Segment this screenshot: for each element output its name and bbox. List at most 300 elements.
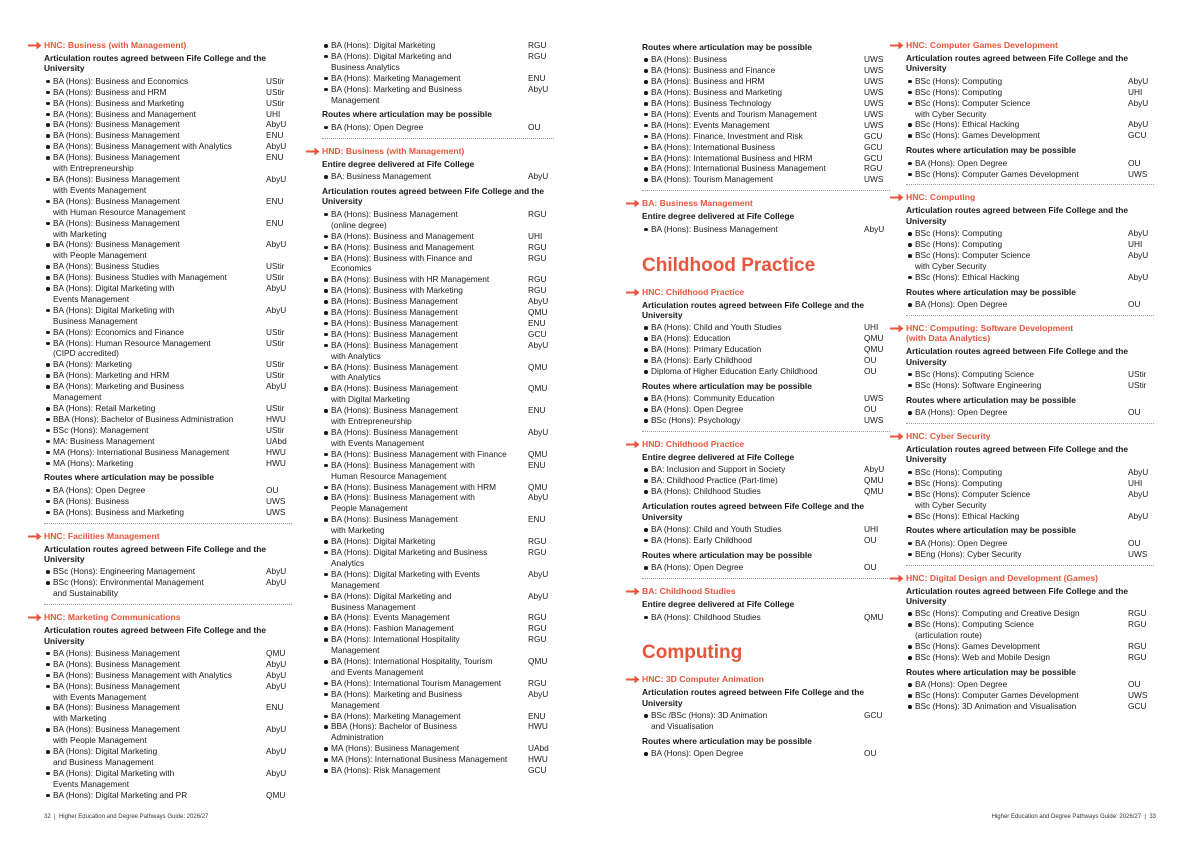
list-item bbox=[642, 322, 890, 333]
list-item bbox=[906, 87, 1154, 98]
section-heading-text: HNC: 3D Computer Animation bbox=[642, 674, 764, 685]
degree-name: BA (Hons): International Tourism Management bbox=[331, 677, 502, 688]
degree-name: BSc (Hons): Computer Science with Cyber Security bbox=[915, 488, 1031, 510]
degree-name: BA (Hons): Marketing and Business Management bbox=[331, 688, 462, 710]
degree-name: BA (Hons): Business Management with Events Management bbox=[331, 427, 458, 448]
degree-name: BSc (Hons): Games Development bbox=[915, 130, 1040, 141]
list-item bbox=[322, 460, 554, 482]
degree-name: BA (Hons): Business Management (online degree) bbox=[331, 208, 458, 230]
right-page bbox=[600, 0, 1200, 849]
university-code: ENU bbox=[266, 217, 284, 228]
list-item bbox=[44, 109, 292, 120]
list-item bbox=[642, 535, 890, 546]
university-code: AbyU bbox=[266, 283, 287, 294]
university-code: RGU bbox=[528, 677, 547, 688]
university-code: AbyU bbox=[1128, 228, 1149, 239]
route-subheading: Articulation routes agreed between Fife College and the University bbox=[44, 543, 266, 564]
list-item bbox=[44, 702, 292, 724]
university-code: UHI bbox=[1128, 239, 1143, 250]
degree-list bbox=[322, 122, 554, 139]
section-heading-text: HNC: Computer Games Development bbox=[906, 40, 1058, 50]
list-item bbox=[906, 489, 1154, 511]
degree-list bbox=[642, 322, 890, 377]
section-heading bbox=[906, 431, 1154, 441]
university-code: AbyU bbox=[1128, 488, 1149, 499]
section-heading-text: BA: Childhood Studies bbox=[642, 586, 736, 597]
degree-name: BA (Hons): Business Management with People Management bbox=[53, 724, 180, 746]
degree-name: BA (Hons): Business Management bbox=[331, 317, 458, 328]
footer-separator-left: | bbox=[54, 814, 56, 820]
section-heading bbox=[906, 192, 1154, 202]
degree-list bbox=[642, 54, 890, 191]
section-heading bbox=[44, 531, 292, 541]
list-item bbox=[322, 40, 554, 51]
university-code: AbyU bbox=[528, 83, 549, 94]
university-code: UStir bbox=[266, 326, 285, 337]
degree-name: BSc (Hons): Ethical Hacking bbox=[915, 271, 1020, 282]
university-code: GCU bbox=[864, 141, 883, 152]
university-code: AbyU bbox=[528, 296, 549, 307]
degree-list bbox=[322, 40, 554, 105]
university-code: OU bbox=[1128, 679, 1141, 690]
degree-name: BSc (Hons): Web and Mobile Design bbox=[915, 652, 1050, 663]
list-item bbox=[906, 119, 1154, 130]
degree-list bbox=[44, 648, 292, 801]
list-item bbox=[906, 690, 1154, 701]
subject-title: Childhood Practice bbox=[642, 254, 816, 276]
degree-name: BA (Hons): International Hospitality, Tourism and Events Management bbox=[331, 656, 493, 677]
university-code: GCU bbox=[528, 765, 547, 776]
degree-list bbox=[44, 566, 292, 605]
degree-name: BEng (Hons): Cyber Security bbox=[915, 548, 1022, 559]
list-item bbox=[642, 612, 890, 623]
list-item bbox=[906, 272, 1154, 283]
route-subheading: Articulation routes agreed between Fife College and the University bbox=[906, 444, 1128, 465]
arrow-right-icon bbox=[890, 573, 906, 583]
degree-name: BA (Hons): Digital Marketing and PR bbox=[53, 789, 188, 800]
degree-name: BA (Hons): Events and Tourism Management bbox=[651, 108, 817, 119]
degree-name: BA (Hons): Childhood Studies bbox=[651, 486, 761, 497]
degree-name: BA (Hons): Business and Finance bbox=[651, 65, 776, 76]
university-code: GCU bbox=[864, 710, 883, 721]
list-item bbox=[44, 403, 292, 414]
degree-name: BA (Hons): Digital Marketing with Business Management bbox=[53, 304, 175, 326]
subject-title: Computing bbox=[642, 642, 743, 664]
list-item bbox=[642, 65, 890, 76]
route-subheading: Routes where articulation may be possible bbox=[906, 286, 1076, 297]
degree-name: BA (Hons): Digital Marketing with Events Management bbox=[53, 283, 175, 304]
degree-name: BA (Hons): Marketing Management bbox=[331, 72, 461, 83]
list-item bbox=[44, 485, 292, 496]
list-item bbox=[642, 54, 890, 65]
list-item bbox=[642, 404, 890, 415]
route-subheading: Routes where articulation may be possible bbox=[642, 42, 812, 52]
university-code: AbyU bbox=[266, 724, 287, 735]
degree-name: BA (Hons): Business Management with People Management bbox=[331, 492, 475, 514]
university-code: QMU bbox=[528, 383, 548, 394]
list-item bbox=[44, 338, 292, 360]
university-code: UStir bbox=[1128, 368, 1147, 379]
route-subheading: Routes where articulation may be possible bbox=[322, 109, 492, 120]
route-subheading: Routes where articulation may be possible bbox=[642, 549, 812, 560]
column-1 bbox=[44, 40, 292, 805]
list-item bbox=[322, 340, 554, 362]
list-item bbox=[906, 369, 1154, 380]
footer-left bbox=[44, 814, 208, 820]
university-code: HWU bbox=[266, 413, 286, 424]
degree-list bbox=[906, 608, 1154, 663]
list-item bbox=[322, 73, 554, 84]
list-item bbox=[322, 307, 554, 318]
university-code: ENU bbox=[528, 405, 546, 416]
list-item bbox=[44, 724, 292, 746]
degree-name: BA: Inclusion and Support in Society bbox=[651, 464, 786, 475]
university-code: UWS bbox=[864, 87, 884, 98]
list-item bbox=[322, 242, 554, 253]
degree-list bbox=[906, 679, 1154, 712]
university-code: AbyU bbox=[1128, 271, 1149, 282]
arrow-right-icon bbox=[28, 531, 44, 541]
degree-name: BA (Hons): Open Degree bbox=[651, 562, 744, 573]
list-item bbox=[642, 120, 890, 131]
list-item bbox=[642, 415, 890, 426]
degree-name: BA (Hons): Business Management with Human Resource Management bbox=[53, 195, 186, 217]
university-code: OU bbox=[1128, 537, 1141, 548]
degree-name: BA (Hons): Business Management with Finance bbox=[331, 448, 507, 459]
section-heading bbox=[44, 40, 292, 50]
list-item bbox=[642, 393, 890, 404]
degree-name: BA (Hons): Business Management bbox=[53, 130, 180, 141]
list-item bbox=[322, 482, 554, 493]
list-item bbox=[44, 447, 292, 458]
section-heading-text: HNC: Computing bbox=[906, 192, 976, 203]
degree-list bbox=[906, 299, 1154, 316]
list-item bbox=[642, 142, 890, 153]
university-code: ENU bbox=[528, 459, 546, 470]
list-item bbox=[322, 547, 554, 569]
degree-list bbox=[44, 76, 292, 469]
degree-name: MA (Hons): International Business Management bbox=[53, 446, 230, 457]
university-code: RGU bbox=[1128, 641, 1147, 652]
university-code: GCU bbox=[1128, 701, 1147, 712]
university-code: ENU bbox=[528, 514, 546, 525]
university-code: OU bbox=[864, 404, 877, 415]
university-code: UHI bbox=[1128, 86, 1143, 97]
university-code: AbyU bbox=[1128, 75, 1149, 86]
list-item bbox=[906, 169, 1154, 180]
degree-name: BSc (Hons): Computing and Creative Design bbox=[915, 608, 1080, 619]
degree-name: BSc (Hons): Computing bbox=[915, 75, 1003, 86]
university-code: UStir bbox=[1128, 379, 1147, 390]
route-subheading: Routes where articulation may be possible bbox=[906, 145, 1076, 156]
list-item bbox=[322, 209, 554, 231]
degree-name: BA (Hons): Business and Marketing bbox=[651, 87, 782, 98]
column-4 bbox=[906, 40, 1154, 716]
university-code: RGU bbox=[528, 536, 547, 547]
university-code: ENU bbox=[266, 152, 284, 163]
degree-name: BA (Hons): Fashion Management bbox=[331, 623, 454, 634]
degree-list bbox=[642, 464, 890, 497]
route-subheading: Articulation routes agreed between Fife College and the University bbox=[642, 501, 864, 522]
university-code: UStir bbox=[266, 403, 285, 413]
list-item bbox=[322, 318, 554, 329]
list-item bbox=[906, 467, 1154, 478]
degree-name: BSc (Hons): Computing bbox=[915, 86, 1003, 97]
list-item bbox=[906, 228, 1154, 239]
degree-name: BA (Hons): Business bbox=[53, 495, 130, 506]
degree-name: BSc (Hons): Computing Science bbox=[915, 368, 1034, 379]
footer-right bbox=[992, 814, 1156, 820]
degree-list bbox=[322, 209, 554, 776]
arrow-right-icon bbox=[626, 287, 642, 297]
university-code: AbyU bbox=[266, 119, 287, 130]
university-code: UStir bbox=[266, 86, 285, 97]
degree-name: BA (Hons): Business and Economics bbox=[53, 75, 189, 86]
route-subheading: Routes where articulation may be possible bbox=[44, 472, 214, 483]
university-code: AbyU bbox=[266, 746, 287, 757]
list-item bbox=[906, 511, 1154, 522]
university-code: RGU bbox=[1128, 608, 1147, 619]
list-item bbox=[642, 344, 890, 355]
arrow-right-icon bbox=[626, 439, 642, 449]
university-code: AbyU bbox=[1128, 466, 1149, 477]
list-item bbox=[322, 689, 554, 711]
university-code: ENU bbox=[266, 130, 284, 141]
degree-name: BA (Hons): Business Studies bbox=[53, 261, 160, 272]
degree-name: BA (Hons): Business Management bbox=[53, 119, 180, 130]
university-code: AbyU bbox=[528, 492, 549, 503]
list-item bbox=[44, 76, 292, 87]
footer-title-right: Higher Education and Degree Pathways Guide: 2026/27 bbox=[991, 814, 1142, 820]
list-item bbox=[44, 119, 292, 130]
degree-name: BA (Hons): Open Degree bbox=[915, 157, 1008, 168]
degree-name: BA (Hons): Business Studies with Management bbox=[53, 272, 227, 283]
degree-name: BA (Hons): Open Degree bbox=[915, 679, 1008, 690]
list-item bbox=[322, 449, 554, 460]
university-code: OU bbox=[864, 562, 877, 573]
route-subheading: Articulation routes agreed between Fife College and the University bbox=[906, 346, 1128, 367]
degree-name: BA (Hons): Marketing and Business Management bbox=[331, 83, 462, 105]
degree-name: BA (Hons): Open Degree bbox=[651, 748, 744, 759]
page-number-left: 32 bbox=[44, 814, 51, 820]
list-item bbox=[906, 380, 1154, 391]
university-code: UStir bbox=[266, 370, 285, 381]
university-code: UWS bbox=[1128, 548, 1148, 559]
degree-list bbox=[642, 612, 890, 623]
list-item bbox=[906, 407, 1154, 418]
list-item bbox=[642, 153, 890, 164]
degree-list bbox=[642, 393, 890, 432]
university-code: UWS bbox=[864, 65, 884, 76]
list-item bbox=[642, 464, 890, 475]
degree-name: BA (Hons): Open Degree bbox=[915, 537, 1008, 548]
university-code: UStir bbox=[266, 261, 285, 272]
list-item bbox=[322, 754, 554, 765]
degree-name: MA: Business Management bbox=[53, 435, 155, 446]
degree-name: BA (Hons): Business bbox=[651, 54, 728, 65]
degree-name: BA (Hons): Business Management with Events Management bbox=[53, 173, 180, 195]
degree-name: BA (Hons): Business Management with Entrepreneurship bbox=[331, 405, 458, 427]
route-subheading: Entire degree delivered at Fife College bbox=[642, 211, 795, 222]
university-code: UWS bbox=[1128, 168, 1148, 179]
list-item bbox=[322, 84, 554, 106]
university-code: QMU bbox=[864, 475, 884, 486]
route-subheading: Entire degree delivered at Fife College bbox=[642, 452, 795, 463]
degree-list bbox=[906, 228, 1154, 283]
list-item bbox=[44, 98, 292, 109]
university-code: GCU bbox=[528, 328, 547, 339]
list-item bbox=[44, 425, 292, 436]
degree-name: BSc (Hons): Engineering Management bbox=[53, 566, 196, 577]
list-item bbox=[642, 163, 890, 174]
university-code: QMU bbox=[528, 481, 548, 492]
degree-name: BA (Hons): Digital Marketing and Business Analytics bbox=[331, 546, 488, 568]
list-item bbox=[44, 174, 292, 196]
degree-name: BA (Hons): Digital Marketing and Business Management bbox=[53, 746, 158, 767]
section-heading-text: HNC: Facilities Management bbox=[44, 530, 160, 541]
university-code: OU bbox=[1128, 299, 1141, 310]
page-number-right: 33 bbox=[1149, 814, 1156, 820]
route-subheading: Articulation routes agreed between Fife College and the University bbox=[906, 53, 1128, 74]
university-code: UHI bbox=[864, 524, 879, 534]
route-subheading: Entire degree delivered at Fife College bbox=[322, 158, 475, 169]
university-code: AbyU bbox=[528, 171, 549, 182]
list-item bbox=[322, 656, 554, 678]
university-code: UWS bbox=[864, 393, 884, 404]
degree-name: BA (Hons): Childhood Studies bbox=[651, 611, 761, 622]
degree-name: BA (Hons): Open Degree bbox=[915, 407, 1008, 418]
university-code: AbyU bbox=[266, 767, 287, 778]
university-code: GCU bbox=[864, 152, 883, 163]
degree-name: BA (Hons): Business and Management bbox=[53, 108, 196, 119]
list-item bbox=[44, 305, 292, 327]
university-code: AbyU bbox=[528, 568, 549, 579]
list-item bbox=[906, 76, 1154, 87]
degree-name: BSc (Hons): Computer Science with Cyber Security bbox=[915, 250, 1031, 271]
university-code: AbyU bbox=[1128, 510, 1149, 521]
degree-name: BA (Hons): Business Technology bbox=[651, 98, 772, 109]
university-code: UStir bbox=[266, 97, 285, 108]
route-subheading: Articulation routes agreed between Fife College and the University bbox=[906, 585, 1128, 607]
arrow-right-icon bbox=[890, 431, 906, 441]
list-item bbox=[906, 239, 1154, 250]
university-code: AbyU bbox=[266, 239, 287, 250]
list-item bbox=[322, 427, 554, 449]
section-heading bbox=[906, 573, 1154, 583]
list-item bbox=[322, 285, 554, 296]
university-code: AbyU bbox=[1128, 250, 1149, 261]
list-item bbox=[322, 514, 554, 536]
degree-name: BSc (Hons): Computer Games Development bbox=[915, 690, 1079, 701]
university-code: AbyU bbox=[266, 669, 287, 680]
list-item bbox=[642, 224, 890, 235]
degree-name: BSc (Hons): Ethical Hacking bbox=[915, 119, 1020, 130]
arrow-right-icon bbox=[626, 198, 642, 208]
list-item bbox=[642, 76, 890, 87]
route-subheading: Routes where articulation may be possible bbox=[906, 525, 1076, 536]
list-item bbox=[44, 381, 292, 403]
university-code: UHI bbox=[1128, 477, 1143, 488]
degree-name: BA (Hons): Business with Finance and Economics bbox=[331, 252, 473, 274]
list-item bbox=[906, 130, 1154, 141]
list-item bbox=[322, 51, 554, 73]
route-subheading: Articulation routes agreed between Fife College and the University bbox=[642, 687, 864, 708]
degree-name: BSc (Hons): Psychology bbox=[651, 415, 741, 426]
list-item bbox=[322, 405, 554, 427]
university-code: AbyU bbox=[266, 658, 287, 669]
list-item bbox=[642, 524, 890, 535]
university-code: RGU bbox=[528, 285, 547, 296]
degree-name: BA (Hons): Events Management bbox=[651, 119, 770, 130]
university-code: AbyU bbox=[528, 688, 549, 699]
route-subheading: Articulation routes agreed between Fife College and the University bbox=[642, 299, 864, 320]
degree-name: BSc (Hons): Computing bbox=[915, 228, 1003, 239]
degree-name: BA (Hons): Business and Management bbox=[331, 241, 474, 252]
university-code: RGU bbox=[528, 50, 547, 61]
degree-list bbox=[642, 748, 890, 759]
degree-name: BA (Hons): Marketing and Business Management bbox=[53, 381, 184, 403]
degree-name: BA (Hons): Business Management bbox=[331, 307, 458, 318]
section-heading-text: HNC: Business (with Management) bbox=[44, 40, 187, 50]
list-item bbox=[642, 174, 890, 185]
degree-name: BA (Hons): Business Management with Entrepreneurship bbox=[53, 152, 180, 174]
degree-name: BSc (Hons): Computer Science with Cyber Security bbox=[915, 97, 1031, 119]
degree-list bbox=[44, 485, 292, 524]
university-code: OU bbox=[864, 534, 877, 545]
degree-name: BA (Hons): Business Management with HRM bbox=[331, 481, 497, 492]
list-item bbox=[906, 158, 1154, 169]
list-item bbox=[322, 362, 554, 384]
degree-name: BA (Hons): Business Management bbox=[651, 223, 778, 234]
column-3 bbox=[642, 40, 890, 763]
list-item bbox=[642, 355, 890, 366]
university-code: UStir bbox=[266, 424, 285, 435]
list-item bbox=[322, 122, 554, 133]
list-item bbox=[44, 746, 292, 768]
list-item bbox=[44, 436, 292, 447]
degree-name: BA (Hons): Business and Management bbox=[331, 230, 474, 241]
university-code: RGU bbox=[1128, 652, 1147, 663]
list-item bbox=[322, 721, 554, 743]
degree-name: BA (Hons): Risk Management bbox=[331, 765, 441, 776]
degree-name: BA (Hons): International Business bbox=[651, 141, 776, 152]
route-subheading: Entire degree delivered at Fife College bbox=[642, 599, 795, 610]
university-code: AbyU bbox=[266, 577, 287, 588]
university-code: ENU bbox=[266, 702, 284, 713]
route-subheading: Routes where articulation may be possible bbox=[906, 394, 1076, 405]
university-code: HWU bbox=[528, 754, 548, 765]
degree-name: BA (Hons): International Hospitality Management bbox=[331, 634, 460, 656]
degree-name: BA (Hons): Business with Marketing bbox=[331, 285, 463, 296]
university-code: HWU bbox=[266, 457, 286, 468]
university-code: AbyU bbox=[864, 464, 885, 475]
section-heading-text: HNC: Digital Design and Development (Games) bbox=[906, 572, 1098, 583]
university-code: RGU bbox=[528, 546, 547, 557]
degree-name: BA: Childhood Practice (Part-time) bbox=[651, 475, 778, 486]
degree-name: BSc (Hons): 3D Animation and Visualisation bbox=[915, 701, 1077, 712]
section-heading bbox=[642, 674, 890, 684]
university-code: UStir bbox=[266, 75, 285, 86]
degree-name: BA (Hons): Child and Youth Studies bbox=[651, 524, 782, 534]
university-code: RGU bbox=[528, 252, 547, 263]
list-item bbox=[322, 591, 554, 613]
university-code: RGU bbox=[1128, 619, 1147, 630]
university-code: UWS bbox=[864, 174, 884, 185]
list-item bbox=[44, 790, 292, 801]
degree-name: BA (Hons): Business Management with Marketing bbox=[331, 514, 458, 536]
list-item bbox=[44, 239, 292, 261]
list-item bbox=[906, 549, 1154, 560]
